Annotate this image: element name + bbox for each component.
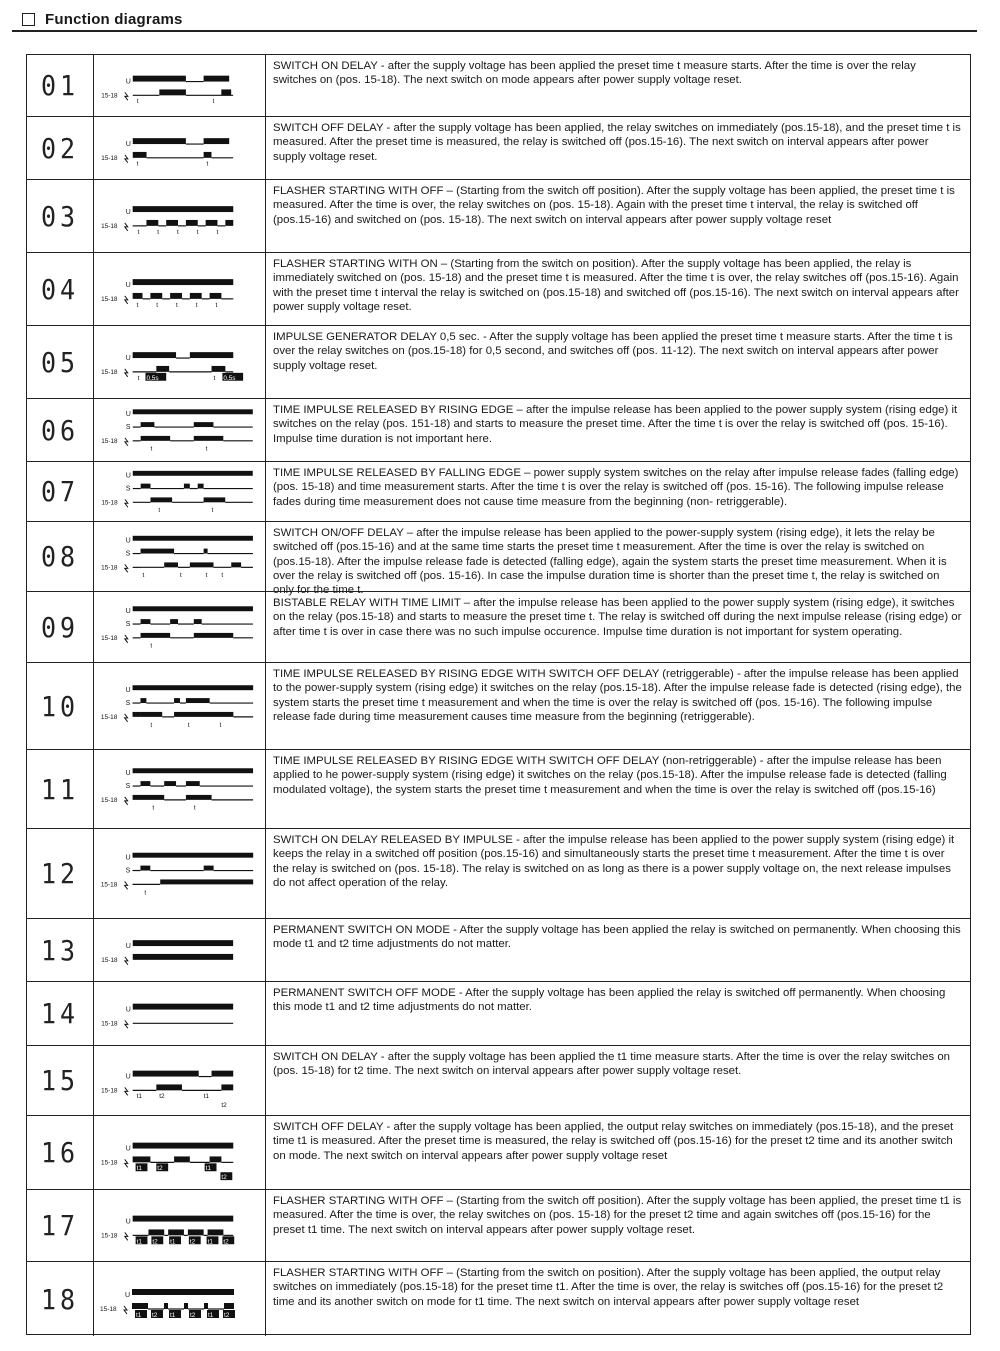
relay-15-18-label: 15-18 — [101, 222, 118, 230]
function-description: FLASHER STARTING WITH ON – (Starting from the switch on position). After the supply voltage has been applied, the relay is immediately switched on (pos. 15-18) and the preset time t is measured. After the time t is over, the relay switches off (pos.15-16). Again with the preset time t interval the relay is switched on (pos.15-18) and switched off (pos.15-16). The next switch on interval appears after power supply voltage reset. — [273, 258, 959, 313]
supply-voltage-signal — [133, 768, 253, 773]
time-label: t — [136, 301, 139, 309]
time-label: t1 — [205, 1165, 211, 1173]
time-label: t2 — [190, 1312, 196, 1319]
time-label: t2 — [223, 1238, 229, 1246]
signal-u-label: U — [125, 411, 131, 419]
supply-voltage-signal — [133, 536, 253, 541]
time-label: t — [196, 228, 199, 236]
function-row — [27, 750, 970, 829]
relay-output-signal — [133, 366, 234, 372]
relay-contact-icon — [125, 223, 128, 231]
function-description: TIME IMPULSE RELEASED BY FALLING EDGE – power supply system switches on the relay after impulse release fades (falling edge) (pos. 15-18) and time measurement starts. After the time t is over the relay is switched off (pos. 15-16). The following impulse release fades during time measurement does not cause time measure from the beginning (non- retriggerable). — [273, 467, 959, 508]
function-number: 07 — [40, 475, 80, 508]
timing-diagram — [94, 829, 265, 918]
function-diagram-cell — [94, 399, 266, 461]
function-number: 06 — [40, 414, 80, 446]
time-label: t1 — [136, 1165, 142, 1173]
time-label: t — [150, 445, 153, 453]
signal-u-label: U — [125, 1006, 131, 1014]
supply-voltage-signal — [133, 606, 253, 611]
function-number: 11 — [40, 773, 80, 805]
time-label: t — [206, 160, 209, 168]
timing-diagram — [94, 462, 265, 521]
supply-voltage-signal — [133, 352, 234, 358]
function-description: FLASHER STARTING WITH OFF – (Starting from the switch on position). After the supply voltage has been applied, the output relay switches on immediately (pos.15-18) for the preset time t1. After the time is over, the relay is switches off (pos.15-16) for the preset t2 time and its another switch on mode for t1 time. The next switch on interval appears after power supply voltage reset — [273, 1267, 944, 1308]
supply-voltage-signal — [133, 279, 234, 285]
function-diagram-cell — [94, 180, 266, 252]
timing-diagram — [94, 1116, 265, 1189]
function-number-cell — [27, 180, 94, 252]
time-label: t1 — [136, 1312, 142, 1319]
function-number-cell — [27, 1116, 94, 1189]
function-diagram-cell — [94, 1190, 266, 1261]
function-diagram-cell — [94, 1262, 266, 1336]
relay-output-signal — [133, 879, 254, 884]
relay-contact-icon — [125, 1087, 128, 1095]
relay-contact-icon — [125, 635, 128, 643]
relay-output-signal — [133, 954, 233, 960]
timing-diagram — [94, 1046, 265, 1115]
time-label: t1 — [136, 1093, 142, 1101]
relay-15-18-label: 15-18 — [101, 154, 118, 162]
s-signal-label: S — [125, 700, 131, 708]
relay-contact-icon — [125, 957, 128, 965]
timing-diagram — [94, 522, 265, 591]
relay-15-18-label: 15-18 — [100, 881, 118, 889]
relay-output-signal — [133, 1156, 234, 1162]
relay-contact-icon — [124, 1306, 127, 1314]
time-label: t — [195, 301, 198, 309]
timing-diagram — [94, 919, 265, 981]
function-diagram-cell — [94, 829, 266, 918]
function-number-cell — [27, 399, 94, 461]
time-label: t — [144, 889, 147, 897]
time-label: t — [137, 228, 140, 236]
time-label: 0,5s — [223, 374, 236, 382]
signal-u-label: U — [125, 141, 131, 149]
function-number: 01 — [40, 69, 80, 102]
relay-contact-icon — [125, 797, 128, 805]
signal-u-label: U — [125, 770, 131, 778]
function-number-cell — [27, 982, 94, 1045]
function-number: 04 — [40, 273, 80, 305]
relay-output-signal — [133, 712, 254, 717]
section-title: Function diagrams — [45, 10, 183, 28]
time-label: t — [150, 721, 153, 729]
supply-voltage-signal — [133, 940, 233, 946]
function-number: 03 — [40, 200, 80, 232]
function-number: 18 — [40, 1283, 80, 1315]
supply-voltage-signal — [133, 471, 253, 476]
time-label: t — [152, 804, 155, 812]
relay-15-18-label: 15-18 — [101, 499, 118, 507]
s-signal-label: S — [125, 424, 131, 432]
time-label: t — [136, 160, 139, 168]
impulse-s-signal — [133, 781, 253, 786]
signal-u-label: U — [125, 1073, 131, 1081]
supply-voltage-signal — [133, 1216, 234, 1222]
supply-voltage-signal — [133, 1071, 234, 1077]
signal-u-label: U — [125, 687, 131, 695]
relay-15-18-label: 15-18 — [101, 1087, 118, 1095]
function-diagram-cell — [94, 253, 266, 325]
relay-contact-icon — [125, 92, 128, 100]
function-row — [27, 180, 970, 253]
relay-contact-icon — [125, 1020, 128, 1028]
function-description: PERMANENT SWITCH OFF MODE - After the supply voltage has been applied the relay is switched off permanently. When choosing this mode t1 and t2 time adjustments do not matter. — [273, 987, 946, 1014]
time-label: t1 — [207, 1238, 213, 1246]
time-label: t — [176, 301, 178, 309]
timing-diagram — [94, 117, 265, 179]
time-label: t2 — [152, 1312, 158, 1319]
impulse-s-signal — [133, 422, 253, 427]
function-diagram-cell — [94, 592, 266, 662]
function-description: FLASHER STARTING WITH OFF – (Starting from the switch off position). After the supply voltage has been applied, the preset time t is measured. After the time is over, the relay switches on (pos. 15-18). Again with the preset time t interval, the relay is switched off (pos.15-16) and switched on (pos. 15-18). The next switch on interval appears after power supply voltage reset — [273, 185, 955, 226]
function-number: 15 — [40, 1064, 80, 1097]
relay-15-18-label: 15-18 — [101, 564, 118, 572]
function-number-cell — [27, 117, 94, 179]
signal-u-label: U — [125, 943, 131, 951]
time-label: t — [179, 572, 182, 580]
signal-u-label: U — [125, 1218, 131, 1226]
function-description: SWITCH OFF DELAY - after the supply voltage has been applied, the relay switches on immediately (pos.15-18), and the preset time t is measured. After the preset time is measured, the relay is switched off (pos.15-16). The next switch on interval appears after power supply voltage reset. — [273, 122, 961, 163]
time-label: t — [150, 642, 153, 650]
function-description: SWITCH ON DELAY RELEASED BY IMPULSE - after the impulse release has been applied to the power supply system (rising edge) it keeps the relay in a switched off position (pos.15-16) and simultaneously starts the preset time t measurement. After the time t is over the relay is switched on (pos. 15-18). The relay is switched on as long as there is a power supply voltage on, the next release impulses do not affect operation of the relay. — [273, 834, 955, 889]
timing-diagram — [94, 1262, 265, 1336]
impulse-s-signal — [133, 698, 254, 703]
time-label: t2 — [221, 1102, 227, 1110]
function-number-cell — [27, 326, 94, 398]
relay-15-18-label: 15-18 — [101, 796, 118, 804]
relay-output-signal — [133, 562, 253, 567]
function-diagram-cell — [94, 462, 266, 521]
time-label: t2 — [157, 1165, 163, 1173]
timing-diagram — [94, 326, 265, 398]
s-signal-label: S — [125, 621, 131, 629]
time-label: t2 — [159, 1093, 165, 1101]
function-row — [27, 592, 970, 663]
function-row — [27, 919, 970, 982]
supply-voltage-signal — [133, 138, 229, 144]
function-number-cell — [27, 462, 94, 521]
impulse-s-signal — [133, 484, 253, 489]
function-row — [27, 1262, 970, 1336]
function-number-cell — [27, 1262, 94, 1336]
time-label: t1 — [170, 1312, 176, 1319]
time-label: t — [136, 98, 139, 106]
time-label: t — [158, 507, 161, 515]
function-row — [27, 1190, 970, 1262]
relay-15-18-label: 15-18 — [100, 1306, 117, 1313]
impulse-s-signal — [133, 549, 253, 554]
supply-voltage-signal — [133, 409, 253, 414]
signal-u-label: U — [125, 472, 131, 480]
relay-output-signal — [132, 1303, 234, 1309]
relay-contact-icon — [125, 714, 128, 722]
relay-contact-icon — [125, 1232, 128, 1240]
supply-voltage-signal — [132, 1289, 234, 1295]
function-row — [27, 399, 970, 462]
signal-u-label: U — [125, 1145, 131, 1153]
time-label: t — [215, 301, 218, 309]
function-description: PERMANENT SWITCH ON MODE - After the supply voltage has been applied the relay is switched on permanently. When choosing this mode t1 and t2 time adjustments do not matter. — [273, 924, 961, 951]
time-label: t1 — [170, 1238, 176, 1246]
function-number: 09 — [40, 611, 80, 643]
function-row — [27, 1116, 970, 1190]
function-diagram-cell — [94, 1116, 266, 1189]
function-number: 02 — [40, 132, 80, 164]
function-number: 10 — [40, 690, 80, 722]
s-signal-label: S — [125, 783, 131, 791]
time-label: t — [213, 374, 216, 382]
function-diagram-cell — [94, 117, 266, 179]
relay-15-18-label: 15-18 — [101, 1232, 118, 1240]
function-diagram-cell — [94, 919, 266, 981]
relay-contact-icon — [125, 1159, 128, 1167]
function-description: SWITCH ON/OFF DELAY – after the impulse release has been applied to the power-supply system (rising edge), it lets the relay be switched off (pos.15-16) and at the same time starts the preset time t measurement. After the time is over the relay is switched on (pos.15-18). After the impulse release fade is detected (falling edge), again the system starts the preset time measurement. When it is over the relay is switched off (pos. 15-16). In case the impulse duration time is shorter than the preset time t, the relay is switched on only for the time t. — [273, 527, 947, 597]
section-header — [22, 8, 183, 30]
function-description: SWITCH OFF DELAY - after the supply voltage has been applied, the output relay switches on immediately (pos.15-18), and the preset time t1 is measured. After the preset time is measured, the relay is switched off (pos.15-16) for the preset t2 time and its another switch on mode. The next switch on interval appears after power supply voltage reset — [273, 1121, 954, 1162]
signal-u-label: U — [125, 854, 131, 862]
function-number: 16 — [40, 1136, 80, 1169]
function-number-cell — [27, 55, 94, 116]
function-description: SWITCH ON DELAY - after the supply voltage has been applied the preset time t measure starts. After the time is over the relay switches on (pos. 15-18). The next switch on mode appears after power supply voltage reset. — [273, 60, 916, 87]
function-row — [27, 663, 970, 750]
function-description: TIME IMPULSE RELEASED BY RISING EDGE WITH SWITCH OFF DELAY (retriggerable) - after the impulse release has been applied to the power-supply system (rising edge) it switches on the relay (pos.15-18). After the impulse release fade is detected (rising edge), the system starts the preset time t measurement and when the time is over the relay is switched off (pos. 15-16). The following impulse release fade during time measurement causes time measure from the beginning (retriggerable). — [273, 668, 962, 723]
function-row — [27, 522, 970, 597]
impulse-s-signal — [133, 619, 253, 624]
relay-contact-icon — [125, 369, 128, 377]
function-number-cell — [27, 919, 94, 981]
timing-diagram — [94, 982, 265, 1045]
relay-output-signal — [133, 633, 253, 638]
s-signal-label: S — [125, 550, 131, 558]
timing-diagram — [94, 1190, 265, 1261]
relay-15-18-label: 15-18 — [101, 956, 118, 964]
relay-15-18-label: 15-18 — [101, 1020, 118, 1028]
relay-15-18-label: 15-18 — [101, 634, 118, 642]
function-number-cell — [27, 1190, 94, 1261]
relay-output-signal — [133, 152, 233, 158]
time-label: t — [219, 721, 222, 729]
relay-output-signal — [133, 220, 234, 226]
relay-15-18-label: 15-18 — [101, 368, 118, 376]
timing-diagram — [94, 399, 265, 461]
signal-u-label: U — [125, 78, 131, 86]
signal-u-label: U — [125, 537, 131, 545]
function-number-cell — [27, 829, 94, 918]
relay-15-18-label: 15-18 — [101, 437, 118, 445]
relay-contact-icon — [125, 499, 128, 507]
time-label: t — [205, 572, 208, 580]
function-number-cell — [27, 1046, 94, 1115]
time-label: t1 — [136, 1238, 142, 1246]
function-row — [27, 462, 970, 522]
signal-u-label: U — [125, 282, 131, 290]
time-label: t — [211, 507, 214, 515]
signal-u-label: U — [125, 608, 131, 616]
header-divider — [12, 30, 977, 32]
function-diagrams-table — [26, 54, 971, 1335]
function-diagram-cell — [94, 663, 266, 749]
time-label: t — [212, 98, 215, 106]
function-number-cell — [27, 663, 94, 749]
relay-output-signal — [133, 1229, 234, 1235]
function-diagram-cell — [94, 326, 266, 398]
time-label: t — [187, 721, 190, 729]
function-description: FLASHER STARTING WITH OFF – (Starting from the switch off position). After the supply voltage has been applied, the preset time t1 is measured. After the time is over, the relay switches on (pos. 15-18) for the preset t2 time and again switches off (pos.15-16) for the preset t1 time. The next switch on interval appears after power supply voltage reset. — [273, 1195, 962, 1236]
function-diagram-cell — [94, 1046, 266, 1115]
function-description: IMPULSE GENERATOR DELAY 0,5 sec. - After the supply voltage has been applied the preset time t measure starts. After the time t is over the relay switches on (pos.15-18) for 0,5 second, and switches off (pos. 11-12). The next switch on interval appears after power supply voltage reset. — [273, 331, 953, 372]
relay-output-signal — [133, 497, 253, 502]
time-label: t — [177, 228, 179, 236]
time-label: t2 — [189, 1238, 196, 1246]
supply-voltage-signal — [133, 1143, 234, 1149]
function-row — [27, 117, 970, 180]
supply-voltage-signal — [133, 1004, 233, 1010]
s-signal-label: S — [125, 867, 131, 875]
function-number-cell — [27, 750, 94, 828]
function-description: TIME IMPULSE RELEASED BY RISING EDGE WITH SWITCH OFF DELAY (non-retriggerable) - after the impulse release has been applied to he power-supply system (rising edge) it switches on the relay (pos.15-18). After the impulse release fade is detected (falling modulated voltage), the system starts the preset time t measurement and when the time is over the relay is switched off (pos.15-16) — [273, 755, 947, 796]
time-label: t — [193, 804, 196, 812]
relay-15-18-label: 15-18 — [101, 92, 118, 100]
relay-contact-icon — [125, 296, 128, 304]
time-label: t — [157, 228, 160, 236]
supply-voltage-signal — [133, 685, 254, 690]
timing-diagram — [94, 55, 265, 116]
timing-diagram — [94, 253, 265, 325]
time-label: t — [221, 572, 224, 580]
relay-15-18-label: 15-18 — [100, 713, 118, 721]
time-label: t — [137, 374, 140, 382]
relay-output-signal — [133, 1084, 234, 1090]
time-label: t — [142, 572, 145, 580]
function-row — [27, 829, 970, 919]
relay-output-signal — [133, 436, 253, 441]
function-number: 08 — [40, 540, 80, 573]
timing-diagram — [94, 180, 265, 252]
function-row — [27, 982, 970, 1046]
function-description: TIME IMPULSE RELEASED BY RISING EDGE – after the impulse release has been applied to the power supply system (rising edge) it switches on the relay (pos. 151-18) and starts to measure the preset time. After the time t is over the relay is switched off (pos. 15-16). Impulse time duration is not important here. — [273, 404, 958, 445]
checkbox-square-icon — [22, 13, 35, 26]
function-row — [27, 1046, 970, 1116]
supply-voltage-signal — [133, 853, 254, 858]
function-number-cell — [27, 253, 94, 325]
relay-15-18-label: 15-18 — [101, 295, 118, 303]
function-number: 05 — [40, 346, 80, 378]
time-label: t2 — [224, 1312, 230, 1319]
function-row — [27, 253, 970, 326]
relay-contact-icon — [125, 155, 128, 163]
timing-diagram — [94, 592, 265, 662]
supply-voltage-signal — [133, 76, 229, 82]
relay-contact-icon — [125, 881, 128, 889]
function-number: 12 — [40, 857, 80, 890]
impulse-s-signal — [133, 866, 254, 871]
function-diagram-cell — [94, 750, 266, 828]
signal-u-label: U — [125, 209, 131, 217]
function-number: 13 — [40, 934, 80, 966]
time-label: t2 — [152, 1238, 158, 1246]
relay-contact-icon — [125, 438, 128, 446]
function-number: 14 — [40, 997, 80, 1030]
function-number-cell — [27, 592, 94, 662]
time-label: t — [216, 228, 219, 236]
relay-output-signal — [133, 89, 233, 95]
time-label: t1 — [203, 1093, 209, 1101]
signal-u-label: U — [125, 355, 131, 363]
signal-u-label: U — [125, 1292, 131, 1299]
function-row — [27, 326, 970, 399]
time-label: t2 — [221, 1174, 227, 1182]
timing-diagram — [94, 663, 265, 749]
time-label: 0,5s — [146, 374, 159, 382]
relay-output-signal — [133, 795, 253, 800]
relay-output-signal — [133, 293, 234, 299]
time-label: t1 — [208, 1312, 214, 1319]
function-row — [27, 55, 970, 117]
function-diagram-cell — [94, 982, 266, 1045]
function-number-cell — [27, 522, 94, 591]
function-description: SWITCH ON DELAY - after the supply voltage has been applied the t1 time measure starts. After the time is over the relay switches on (pos. 15-18) for t2 time. The next switch on interval appears after power supply voltage reset. — [273, 1051, 950, 1078]
relay-contact-icon — [125, 564, 128, 572]
time-label: t — [156, 301, 159, 309]
supply-voltage-signal — [133, 206, 234, 212]
function-number: 17 — [40, 1209, 80, 1242]
relay-15-18-label: 15-18 — [101, 1159, 118, 1167]
function-description: BISTABLE RELAY WITH TIME LIMIT – after the impulse release has been applied to the power supply system (rising edge), it switches on the relay (pos.15-18) and starts to measure the preset time t. The relay is switched off during the next impulse release (rising edge) or after time t is over in case there was no such impulse occurence. Impulse time duration is not important for system operating. — [273, 597, 962, 638]
s-signal-label: S — [125, 485, 131, 493]
timing-diagram — [94, 750, 265, 828]
function-diagram-cell — [94, 55, 266, 116]
time-label: t — [205, 445, 208, 453]
function-diagram-cell — [94, 522, 266, 591]
